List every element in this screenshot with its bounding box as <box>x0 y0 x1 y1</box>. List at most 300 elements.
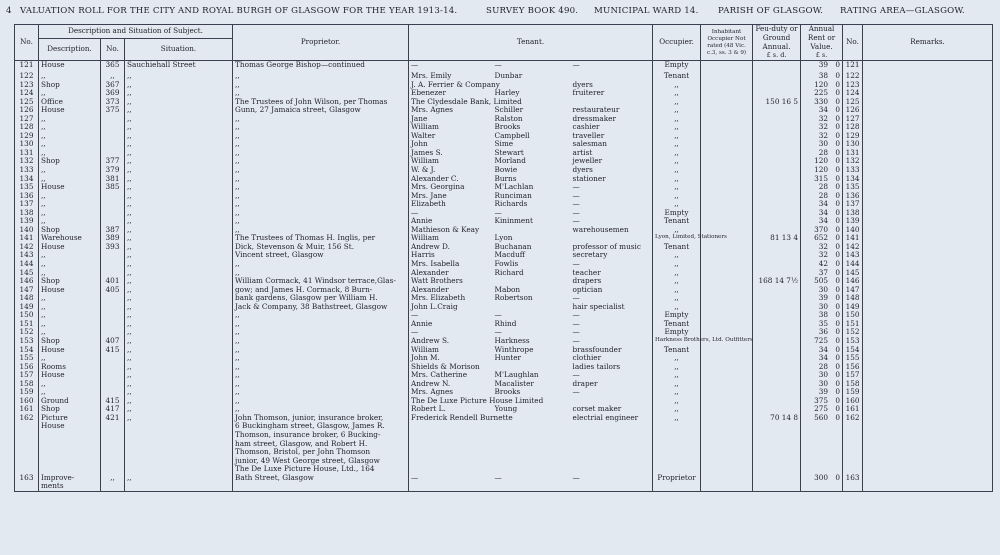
tenant-profession-cell: restaurateur <box>571 106 653 115</box>
tenant-forename-cell: Walter <box>409 132 493 141</box>
proprietor-cell: ,, <box>233 371 409 380</box>
tenant-forename-cell: Mrs. Jane <box>409 192 493 201</box>
tenant-forename-cell <box>409 465 493 474</box>
tenant-profession-cell: stationer <box>571 175 653 184</box>
situation-cell: ,, <box>125 380 233 389</box>
tenant-surname-cell: — <box>494 310 502 320</box>
remarks-cell <box>863 234 993 243</box>
inhabitant-cell <box>701 140 753 149</box>
row-number-right: 129 <box>843 132 863 141</box>
annual-rent-cell <box>801 414 843 423</box>
tenant-surname-cell: Brooks <box>494 122 521 132</box>
feu-duty-cell <box>753 115 801 124</box>
situation-cell: ,, <box>125 354 233 363</box>
tenant-forename-cell <box>409 431 493 440</box>
row-number-right <box>843 482 863 491</box>
rent-pounds: 28 <box>818 147 829 157</box>
situation-cell: ,, <box>125 132 233 141</box>
feu-duty-cell <box>753 149 801 158</box>
occupier-cell <box>653 440 701 449</box>
rent-pounds: 32 <box>818 113 829 123</box>
row-number-right: 134 <box>843 175 863 184</box>
situation-cell: ,, <box>125 286 233 295</box>
street-number-cell <box>101 123 125 132</box>
tenant-forename-cell <box>409 440 493 449</box>
row-number-right: 157 <box>843 371 863 380</box>
situation-cell: ,, <box>125 200 233 209</box>
inhabitant-cell <box>701 61 753 73</box>
situation-cell: ,, <box>125 363 233 372</box>
description-cell: Shop <box>39 157 101 166</box>
tenant-forename-cell: William <box>409 123 493 132</box>
row-number: 144 <box>15 260 39 269</box>
situation-cell: ,, <box>125 303 233 312</box>
tenant-surname-cell: M'Laughlan <box>494 370 539 380</box>
occupier-cell: ,, <box>653 226 701 235</box>
description-cell: Shop <box>39 81 101 90</box>
proprietor-cell: ,, <box>233 397 409 406</box>
tenant-forename-cell: Mrs. Elizabeth <box>409 294 493 303</box>
proprietor-cell: gow; and James H. Cormack, 8 Burn- <box>233 286 409 295</box>
occupier-cell <box>653 422 701 431</box>
tenant-surname-cell <box>493 457 571 466</box>
row-number: 133 <box>15 166 39 175</box>
proprietor-cell: ,, <box>233 149 409 158</box>
occupier-cell: Lyon, Limited, Stationers <box>653 234 701 243</box>
street-number-cell <box>101 192 125 201</box>
rent-shillings: 0 <box>835 233 841 243</box>
street-number-cell <box>101 354 125 363</box>
rent-shillings: 0 <box>835 216 841 226</box>
tenant-profession-cell: teacher <box>571 269 653 278</box>
row-number-right: 121 <box>843 61 863 73</box>
row-number-right: 124 <box>843 89 863 98</box>
tenant-forename-cell: Alexander <box>409 286 493 295</box>
tenant-surname-cell: Morland <box>494 156 526 166</box>
row-number-right: 152 <box>843 328 863 337</box>
proprietor-cell: ,, <box>233 72 409 81</box>
occupier-cell: ,, <box>653 397 701 406</box>
rent-shillings: 0 <box>835 241 841 251</box>
row-number: 130 <box>15 140 39 149</box>
description-cell: ,, <box>39 192 101 201</box>
remarks-cell <box>863 183 993 192</box>
inhabitant-cell <box>701 217 753 226</box>
inhabitant-cell <box>701 354 753 363</box>
occupier-cell: ,, <box>653 183 701 192</box>
row-number: 148 <box>15 294 39 303</box>
proprietor-cell: ,, <box>233 115 409 124</box>
row-number: 157 <box>15 371 39 380</box>
proprietor-cell: Thomson, Bristol, per John Thomson <box>233 448 409 457</box>
row-number: 123 <box>15 81 39 90</box>
situation-cell: ,, <box>125 166 233 175</box>
rent-shillings: 0 <box>835 88 841 98</box>
table-row <box>15 448 993 457</box>
inhabitant-cell <box>701 388 753 397</box>
proprietor-cell: Bath Street, Glasgow <box>233 474 409 483</box>
row-number-right <box>843 457 863 466</box>
proprietor-cell: ,, <box>233 200 409 209</box>
proprietor-cell: ,, <box>233 388 409 397</box>
proprietor-cell: ,, <box>233 123 409 132</box>
street-number-cell: ,, <box>101 474 125 483</box>
row-number: 131 <box>15 149 39 158</box>
tenant-forename-cell: James S. <box>409 149 493 158</box>
occupier-cell: ,, <box>653 132 701 141</box>
situation-cell <box>125 482 233 491</box>
street-number-cell <box>101 320 125 329</box>
tenant-surname-cell: Richards <box>494 199 528 209</box>
row-number-right: 155 <box>843 354 863 363</box>
feu-duty-cell <box>753 192 801 201</box>
feu-duty-cell <box>753 72 801 81</box>
valuation-table <box>14 24 993 492</box>
row-number: 135 <box>15 183 39 192</box>
feu-duty-cell: 150 16 5 <box>753 98 801 107</box>
remarks-cell <box>863 380 993 389</box>
rent-shillings: 0 <box>835 79 841 89</box>
description-cell: ,, <box>39 320 101 329</box>
proprietor-cell: Jack & Company, 38 Bathstreet, Glasgow <box>233 303 409 312</box>
description-cell: ,, <box>39 311 101 320</box>
tenant-forename-cell: Mathieson & Keay <box>409 226 493 235</box>
situation-cell: ,, <box>125 346 233 355</box>
rent-shillings: 0 <box>835 284 841 294</box>
rent-pounds: 560 <box>814 412 829 422</box>
feu-duty-cell <box>753 132 801 141</box>
situation-cell: ,, <box>125 115 233 124</box>
col-feu-duty <box>753 25 801 61</box>
feu-duty-cell <box>753 157 801 166</box>
proprietor-cell: William Cormack, 41 Windsor terrace,Glas- <box>233 277 409 286</box>
remarks-cell <box>863 346 993 355</box>
description-cell: ,, <box>39 200 101 209</box>
inhabitant-cell <box>701 311 753 320</box>
occupier-cell: ,, <box>653 123 701 132</box>
rent-shillings: 0 <box>835 130 841 140</box>
tenant-profession-cell: dyers <box>571 81 653 90</box>
street-number-cell <box>101 294 125 303</box>
row-number: 121 <box>15 61 39 73</box>
street-number-cell <box>101 363 125 372</box>
tenant-surname-cell: Fowlis <box>494 259 519 269</box>
description-cell: ,, <box>39 166 101 175</box>
annual-rent-cell <box>801 482 843 491</box>
occupier-cell: ,, <box>653 200 701 209</box>
row-number <box>15 457 39 466</box>
row-number: 163 <box>15 474 39 483</box>
street-number-cell <box>101 482 125 491</box>
proprietor-cell: ,, <box>233 183 409 192</box>
description-cell: House <box>39 422 101 431</box>
feu-duty-cell <box>753 303 801 312</box>
situation-cell: ,, <box>125 209 233 218</box>
street-number-cell <box>101 380 125 389</box>
remarks-cell <box>863 328 993 337</box>
occupier-cell: ,, <box>653 277 701 286</box>
rent-pounds: 28 <box>818 190 829 200</box>
remarks-cell <box>863 431 993 440</box>
description-cell: ,, <box>39 217 101 226</box>
remarks-cell <box>863 337 993 346</box>
tenant-profession-cell: — <box>571 209 653 218</box>
tenant-forename-cell: The Clydesdale Bank, Limited <box>409 98 493 107</box>
rent-pounds: 652 <box>814 233 829 243</box>
description-cell: Ground <box>39 397 101 406</box>
row-number: 151 <box>15 320 39 329</box>
description-cell: ,, <box>39 260 101 269</box>
feu-duty-cell: 168 14 7½ <box>753 277 801 286</box>
rent-pounds: 34 <box>818 344 829 354</box>
proprietor-cell: Dick, Stevenson & Muir, 156 St. <box>233 243 409 252</box>
proprietor-cell: ham street, Glasgow, and Robert H. <box>233 440 409 449</box>
rent-pounds: 35 <box>818 318 829 328</box>
description-cell: Shop <box>39 226 101 235</box>
proprietor-cell: ,, <box>233 337 409 346</box>
row-number <box>15 482 39 491</box>
street-number-cell: 415 <box>101 397 125 406</box>
rent-shillings: 0 <box>835 404 841 414</box>
tenant-surname-cell <box>493 431 571 440</box>
feu-duty-cell <box>753 81 801 90</box>
occupier-cell: ,, <box>653 149 701 158</box>
rent-shillings: 0 <box>835 344 841 354</box>
table-row <box>15 457 993 466</box>
situation-cell: ,, <box>125 311 233 320</box>
tenant-forename-cell: Mrs. Emily <box>409 72 493 81</box>
tenant-profession-cell: cashier <box>571 123 653 132</box>
description-cell: ,, <box>39 328 101 337</box>
remarks-cell <box>863 81 993 90</box>
feu-duty-cell <box>753 431 801 440</box>
feu-duty-cell <box>753 354 801 363</box>
remarks-cell <box>863 448 993 457</box>
feu-duty-cell <box>753 123 801 132</box>
occupier-cell: Tenant <box>653 72 701 81</box>
row-number-right: 148 <box>843 294 863 303</box>
situation-cell: ,, <box>125 234 233 243</box>
table-row <box>15 474 993 483</box>
description-cell: Office <box>39 98 101 107</box>
street-number-cell: 407 <box>101 337 125 346</box>
description-cell: ,, <box>39 132 101 141</box>
situation-cell: ,, <box>125 277 233 286</box>
street-number-cell: 385 <box>101 183 125 192</box>
street-number-cell: 389 <box>101 234 125 243</box>
remarks-cell <box>863 226 993 235</box>
tenant-profession-cell <box>571 465 653 474</box>
tenant-profession-cell: hair specialist <box>571 303 653 312</box>
inhabitant-cell <box>701 431 753 440</box>
survey-book: SURVEY BOOK 490. <box>486 6 579 16</box>
tenant-surname-cell <box>493 303 571 312</box>
inhabitant-cell <box>701 474 753 483</box>
remarks-cell <box>863 217 993 226</box>
remarks-cell <box>863 140 993 149</box>
occupier-cell: ,, <box>653 260 701 269</box>
tenant-forename-cell <box>409 457 493 466</box>
row-number-right: 154 <box>843 346 863 355</box>
feu-duty-cell <box>753 217 801 226</box>
row-number-right: 151 <box>843 320 863 329</box>
row-number-right: 143 <box>843 251 863 260</box>
tenant-surname-cell: Macduff <box>494 250 525 260</box>
occupier-cell: Tenant <box>653 243 701 252</box>
rent-shillings: 0 <box>835 139 841 149</box>
inhabitant-cell <box>701 98 753 107</box>
tenant-profession-cell: — <box>571 61 653 73</box>
tenant-surname-cell <box>493 448 571 457</box>
row-number <box>15 440 39 449</box>
street-number-cell <box>101 422 125 431</box>
row-number-right: 127 <box>843 115 863 124</box>
rent-pounds: 120 <box>814 165 829 175</box>
tenant-profession-cell: — <box>571 294 653 303</box>
street-number-cell <box>101 431 125 440</box>
feu-duty-cell <box>753 371 801 380</box>
table-row <box>15 482 993 491</box>
feu-duty-cell <box>753 311 801 320</box>
remarks-cell <box>863 371 993 380</box>
row-number: 152 <box>15 328 39 337</box>
feu-duty-cell <box>753 422 801 431</box>
situation-cell: ,, <box>125 243 233 252</box>
row-number-right: 132 <box>843 157 863 166</box>
rent-shillings: 0 <box>835 378 841 388</box>
proprietor-cell: Gunn, 27 Jamaica street, Glasgow <box>233 106 409 115</box>
row-number-right: 146 <box>843 277 863 286</box>
remarks-cell <box>863 175 993 184</box>
rent-shillings: 0 <box>835 395 841 405</box>
occupier-cell: Empty <box>653 311 701 320</box>
rent-shillings: 0 <box>835 353 841 363</box>
row-number-right: 126 <box>843 106 863 115</box>
tenant-surname-cell: Kininment <box>494 216 533 226</box>
street-number-cell <box>101 303 125 312</box>
proprietor-cell: Vincent street, Glasgow <box>233 251 409 260</box>
remarks-cell <box>863 157 993 166</box>
tenant-forename-cell: William <box>409 157 493 166</box>
situation-cell: ,, <box>125 226 233 235</box>
row-number-right: 160 <box>843 397 863 406</box>
rent-pounds: 34 <box>818 199 829 209</box>
street-number-cell: 421 <box>101 414 125 423</box>
tenant-forename-cell <box>409 422 493 431</box>
remarks-cell <box>863 354 993 363</box>
tenant-surname-cell: Lyon <box>494 233 513 243</box>
occupier-cell <box>653 448 701 457</box>
proprietor-cell: The Trustees of Thomas H. Inglis, per <box>233 234 409 243</box>
rent-pounds: 330 <box>814 96 829 106</box>
remarks-cell <box>863 440 993 449</box>
description-cell: ,, <box>39 149 101 158</box>
street-number-cell <box>101 457 125 466</box>
situation-cell: ,, <box>125 106 233 115</box>
rent-shillings: 0 <box>835 207 841 217</box>
feu-duty-cell <box>753 251 801 260</box>
tenant-forename-cell: Alexander C. <box>409 175 493 184</box>
feu-duty-cell <box>753 328 801 337</box>
remarks-cell <box>863 388 993 397</box>
street-number-cell: 387 <box>101 226 125 235</box>
tenant-forename-cell: — <box>409 474 493 483</box>
street-number-cell <box>101 311 125 320</box>
tenant-surname-cell: Macalister <box>494 378 534 388</box>
remarks-cell <box>863 72 993 81</box>
tenant-surname-cell: Sime <box>494 139 514 149</box>
tenant-surname-cell: — <box>494 60 502 69</box>
remarks-cell <box>863 303 993 312</box>
proprietor-cell: ,, <box>233 311 409 320</box>
occupier-cell: Tenant <box>653 320 701 329</box>
rent-shillings: 0 <box>835 318 841 328</box>
inhabitant-cell <box>701 183 753 192</box>
tenant-profession-cell: draper <box>571 380 653 389</box>
proprietor-cell <box>233 482 409 491</box>
tenant-forename-cell: Harris <box>409 251 493 260</box>
rent-pounds: 32 <box>818 130 829 140</box>
tenant-surname-cell: Hunter <box>494 353 522 363</box>
running-head <box>6 6 996 20</box>
rent-pounds: 30 <box>818 139 829 149</box>
rent-shillings: 0 <box>835 335 841 345</box>
table-row <box>15 422 993 431</box>
proprietor-cell: ,, <box>233 269 409 278</box>
row-number: 160 <box>15 397 39 406</box>
rent-shillings: 0 <box>835 60 841 69</box>
description-cell: Shop <box>39 405 101 414</box>
rent-pounds: 505 <box>814 276 829 286</box>
street-number-cell: 405 <box>101 286 125 295</box>
inhabitant-cell <box>701 157 753 166</box>
col-annual-rent <box>801 25 843 61</box>
tenant-forename-cell: — <box>409 61 493 73</box>
description-cell: ,, <box>39 89 101 98</box>
rent-shillings: 0 <box>835 156 841 166</box>
rent-pounds: 120 <box>814 156 829 166</box>
feu-duty-cell <box>753 183 801 192</box>
occupier-cell: ,, <box>653 106 701 115</box>
row-number: 153 <box>15 337 39 346</box>
row-number: 140 <box>15 226 39 235</box>
rent-pounds: 34 <box>818 353 829 363</box>
remarks-cell <box>863 311 993 320</box>
situation-cell: ,, <box>125 414 233 423</box>
occupier-cell: ,, <box>653 363 701 372</box>
tenant-surname-cell: Mabon <box>494 284 521 294</box>
row-number-right: 153 <box>843 337 863 346</box>
inhabitant-cell <box>701 380 753 389</box>
feu-duty-cell: 81 13 4 <box>753 234 801 243</box>
occupier-cell: ,, <box>653 286 701 295</box>
inhabitant-cell <box>701 175 753 184</box>
row-number: 147 <box>15 286 39 295</box>
row-number: 138 <box>15 209 39 218</box>
feu-duty-cell <box>753 61 801 73</box>
parish: PARISH OF GLASGOW. <box>718 6 824 16</box>
occupier-cell: ,, <box>653 294 701 303</box>
feu-duty-cell <box>753 388 801 397</box>
proprietor-cell: ,, <box>233 363 409 372</box>
occupier-cell: ,, <box>653 157 701 166</box>
description-cell: Rooms <box>39 363 101 372</box>
row-number <box>15 431 39 440</box>
rent-pounds: 28 <box>818 361 829 371</box>
row-number: 155 <box>15 354 39 363</box>
rent-pounds: 34 <box>818 216 829 226</box>
tenant-forename-cell: Mrs. Georgina <box>409 183 493 192</box>
